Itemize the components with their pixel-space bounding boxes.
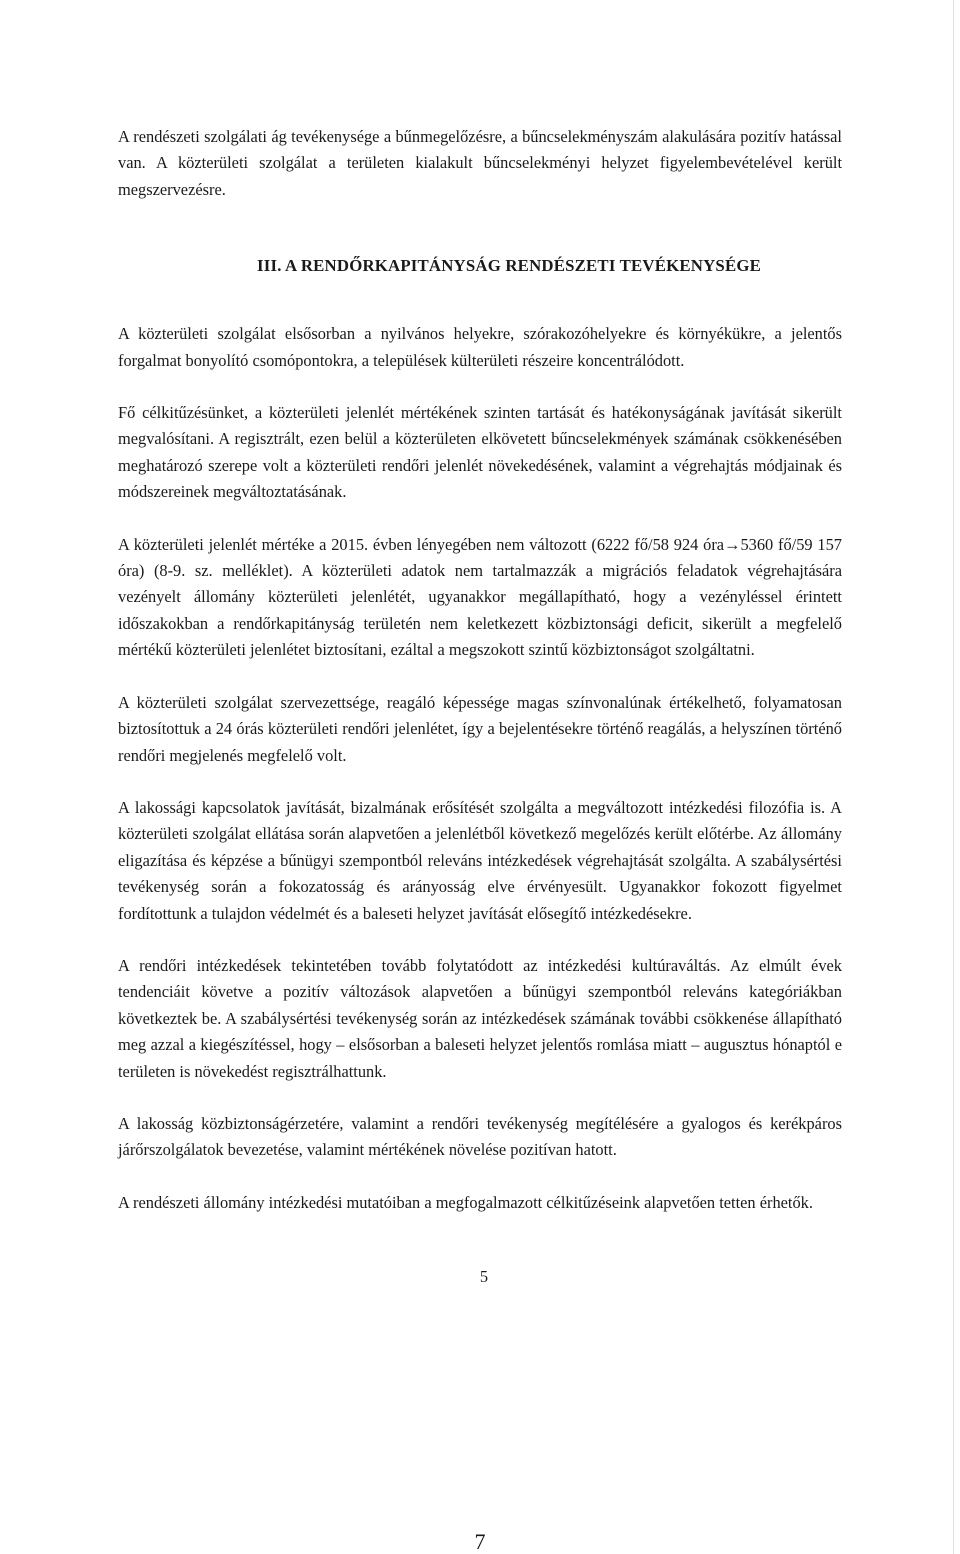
paragraph-patrol-services: A lakosság közbiztonságérzetére, valamint a rendőri tevékenység megítélésére a gyalogos és kerékpáros járőrszolgálatok bevezetése, valamint mértékének növelése pozitívan hatott. [118, 1113, 842, 1160]
paragraph-service-organization: A közterületi szolgálat szervezettsége, reagáló képessége magas színvonalúnak értékelhető, folyamatosan biztosítottuk a 24 órás közterületi rendőri jelenlétet, így a bejelentésekre történő reagálás, a helyszínen történő rendőri megjelenés megfelelő volt. [118, 692, 842, 765]
outer-page-number: 7 [474, 1529, 486, 1554]
paragraph-public-relations: A lakossági kapcsolatok javítását, bizalmának erősítését szolgálta a megváltozott intézkedési filozófia is. A közterületi szolgálat ellátása során alapvetően a jelenlétből következő megelőzés került előtérbe. Az állomány eligazítása és képzése a bűnügyi szempontból releváns intézkedések végrehajtását szolgálta. A szabálysértési tevékenység során a fokozatosság és arányosság elve érvényesült. Ugyanakkor fokozott figyelmet fordítottunk a tulajdon védelmét és a baleseti helyzet javítását elősegítő intézkedésekre. [118, 797, 842, 923]
intro-paragraph: A rendészeti szolgálati ág tevékenysége a bűnmegelőzésre, a bűncselekményszám alakulására pozitív hatással van. A közterületi szolgálat a területen kialakult bűncselekményi helyzet figyelembevételével került megszervezésre. [118, 127, 842, 199]
inner-page-number: 5 [479, 1267, 489, 1286]
paragraph-indicators: A rendészeti állomány intézkedési mutatóiban a megfogalmazott célkitűzéseink alapvetően tetten érhetők. [118, 1192, 813, 1212]
paragraph-main-objective: Fő célkitűzésünket, a közterületi jelenlét mértékének szinten tartását és hatékonyságának javítását sikerült megvalósítani. A regisztrált, ezen belül a közterületen elkövetett bűncselekmények számának csökkenésében meghatározó szerepe volt a közterületi rendőri jelenlét növekedésének, valamint a végrehajtás módjainak és módszereinek megváltoztatásának. [118, 403, 842, 502]
paragraph-street-service-focus: A közterületi szolgálat elsősorban a nyilvános helyekre, szórakozóhelyekre és környékükre, a jelentős forgalmat bonyolító csomópontokra, a települések külterületi részeire koncentrálódott. [118, 324, 842, 370]
section-heading: III. A RENDŐRKAPITÁNYSÁG RENDÉSZETI TEVÉKENYSÉGE [257, 256, 761, 276]
paragraph-police-measures: A rendőri intézkedések tekintetében tovább folytatódott az intézkedési kultúraváltás. Az elmúlt évek tendenciáit követve a pozitív változások alapvetően a bűnügyi szempontból releváns kategóriákban következtek be. A szabálysértési tevékenység során az intézkedések számának további csökkenése állapítható meg azzal a kiegészítéssel, hogy – elsősorban a baleseti helyzet jelentős romlása miatt – augusztus hónaptól e területen is növekedést regisztrálhattunk. [118, 955, 842, 1081]
paragraph-presence-statistics: A közterületi jelenlét mértéke a 2015. évben lényegében nem változott (6222 fő/58 924 óra→5360 fő/59 157 óra) (8-9. sz. melléklet). A közterületi adatok nem tartalmazzák a migrációs feladatok végrehajtására vezényelt állomány közterületi jelenlétét, ugyanakkor megállapítható, hogy a vezényléssel érintett időszakokban a rendőrkapitányság területén nem keletkezett közbiztonsági deficit, sikerült a megfelelő mértékű közterületi jelenlétet biztosítani, ezáltal a megszokott szintű közbiztonságot szolgáltatni. [118, 534, 842, 660]
document-body [118, 124, 842, 1216]
page-edge-line [953, 0, 954, 1554]
